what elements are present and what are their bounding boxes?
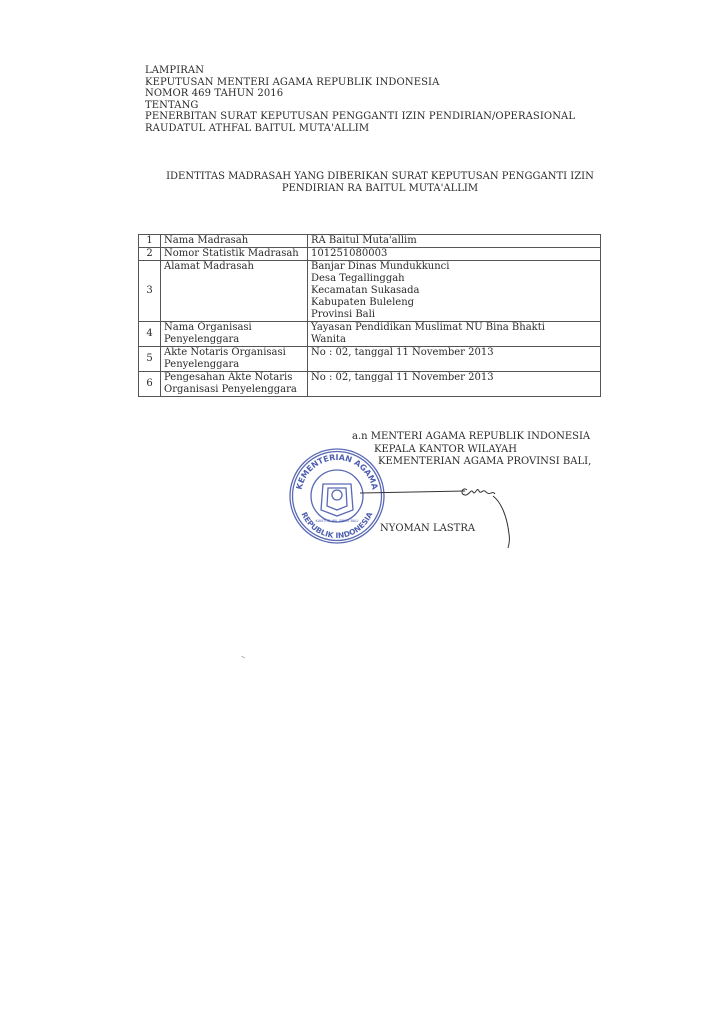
stamp-bottom-text: REPUBLIK INDONESIA — [299, 510, 375, 541]
scan-speck — [241, 656, 246, 659]
row-label: Alamat Madrasah — [161, 261, 308, 322]
row-label: Nomor Statistik Madrasah — [161, 248, 308, 261]
signature-line-3: KEMENTERIAN AGAMA PROVINSI BALI, — [378, 456, 592, 467]
row-value: RA Baitul Muta'allim — [308, 235, 601, 248]
row-value: No : 02, tanggal 11 November 2013 — [308, 347, 601, 372]
table-row — [139, 235, 601, 248]
row-value: Yayasan Pendidikan Muslimat NU Bina Bhakti Wanita — [308, 322, 601, 347]
signature-line-1: a.n MENTERI AGAMA REPUBLIK INDONESIA — [352, 431, 591, 442]
title-line-2: PENDIRIAN RA BAITUL MUTA'ALLIM — [281, 183, 479, 194]
row-number: 5 — [139, 347, 161, 372]
table-row — [139, 261, 601, 322]
row-value: 101251080003 — [308, 248, 601, 261]
signature-line-2: KEPALA KANTOR WILAYAH — [374, 443, 517, 455]
row-number: 1 — [139, 235, 161, 248]
identity-table — [138, 234, 601, 397]
row-label: Pengesahan Akte Notaris Organisasi Penyelenggara — [161, 372, 308, 397]
table-row — [139, 372, 601, 397]
header-line: NOMOR 469 TAHUN 2016 — [145, 88, 284, 99]
document-header — [145, 65, 575, 134]
row-number: 6 — [139, 372, 161, 397]
title-line-1: IDENTITAS MADRASAH YANG DIBERIKAN SURAT KEPUTUSAN PENGGANTI IZIN — [166, 171, 594, 182]
header-line: TENTANG — [145, 99, 199, 111]
header-line: RAUDATUL ATHFAL BAITUL MUTA'ALLIM — [145, 122, 370, 134]
row-number: 3 — [139, 261, 161, 322]
header-line: PENERBITAN SURAT KEPUTUSAN PENGGANTI IZIN PENDIRIAN/OPERASIONAL — [145, 111, 576, 122]
document-title — [140, 171, 620, 195]
table-row — [139, 347, 601, 372]
row-label: Akte Notaris Organisasi Penyelenggara — [161, 347, 308, 372]
row-label: Nama Madrasah — [161, 235, 308, 248]
signature-block — [352, 431, 591, 469]
stamp-inner-text: KANTOR WIL PROV BALI — [315, 519, 359, 523]
row-number: 4 — [139, 322, 161, 347]
row-value: No : 02, tanggal 11 November 2013 — [308, 372, 601, 397]
table-row — [139, 322, 601, 347]
table-row — [139, 248, 601, 261]
identity-table-body — [139, 235, 601, 397]
signer-name: NYOMAN LASTRA — [380, 523, 476, 534]
row-value: Banjar Dinas Mundukkunci Desa Tegallinggah Kecamatan Sukasada Kabupaten Buleleng Provinsi Bali — [308, 261, 601, 322]
header-line: LAMPIRAN — [145, 65, 205, 76]
row-number: 2 — [139, 248, 161, 261]
handwritten-signature — [355, 476, 515, 556]
header-line: KEPUTUSAN MENTERI AGAMA REPUBLIK INDONESIA — [145, 76, 440, 88]
signature-graphic — [355, 476, 515, 556]
stamp-top-text: KEMENTERIAN AGAMA — [294, 452, 380, 491]
row-label: Nama Organisasi Penyelenggara — [161, 322, 308, 347]
